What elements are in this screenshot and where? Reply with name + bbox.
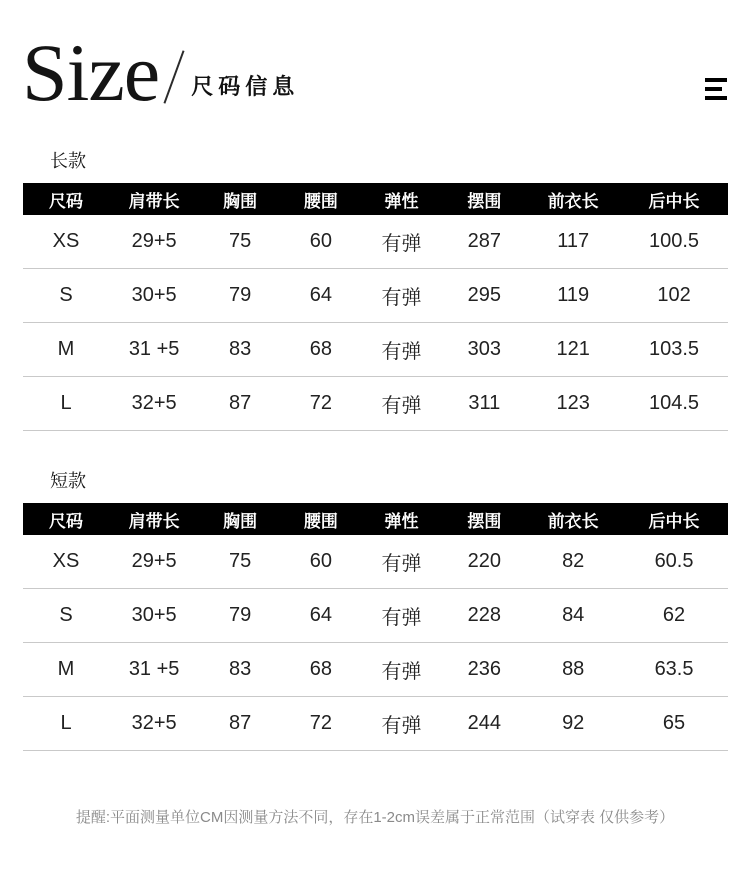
measurement-disclaimer: 提醒:平面测量单位CM因测量方法不同，存在1-2cm误差属于正常范围（试穿表 仅供参考） (75, 809, 675, 826)
table-row (23, 323, 728, 377)
table-cell: 88 (526, 643, 620, 697)
table-cell: 87 (199, 377, 281, 431)
table-cell: S (23, 589, 109, 643)
table-cell: 295 (442, 269, 526, 323)
title-slash-divider (164, 50, 185, 103)
table-cell: 117 (526, 215, 620, 269)
table-cell: 72 (281, 377, 361, 431)
menu-bar-middle (705, 87, 722, 91)
table-cell: 87 (199, 697, 281, 751)
table-cell: 31 +5 (109, 323, 199, 377)
table-cell: 31 +5 (109, 643, 199, 697)
column-header: 尺码 (23, 183, 109, 215)
table-cell: 64 (281, 589, 361, 643)
hamburger-menu-icon[interactable] (705, 78, 727, 100)
table-cell: 32+5 (109, 697, 199, 751)
table-cell: L (23, 377, 109, 431)
column-header: 尺码 (23, 503, 109, 535)
column-header: 肩带长 (109, 503, 199, 535)
table-cell: 29+5 (109, 535, 199, 589)
page-header (22, 27, 300, 118)
page-title-en: Size (22, 27, 160, 118)
table-cell: 60 (281, 535, 361, 589)
table-cell: L (23, 697, 109, 751)
table-cell: 303 (442, 323, 526, 377)
table-cell: 有弹 (361, 589, 443, 643)
column-header: 摆围 (442, 183, 526, 215)
table-cell: 75 (199, 535, 281, 589)
column-header: 后中长 (620, 503, 728, 535)
column-header: 胸围 (199, 183, 281, 215)
table-cell: 92 (526, 697, 620, 751)
table-cell: M (23, 323, 109, 377)
table-cell: 83 (199, 643, 281, 697)
table-cell: 有弹 (361, 643, 443, 697)
table-cell: 64 (281, 269, 361, 323)
table-cell: S (23, 269, 109, 323)
table-row (23, 269, 728, 323)
menu-bar-bottom (705, 96, 727, 100)
table-cell: M (23, 643, 109, 697)
page-title-zh: 尺码信息 (191, 73, 300, 99)
table-cell: 有弹 (361, 377, 443, 431)
table-cell: 30+5 (109, 589, 199, 643)
table-cell: 100.5 (620, 215, 728, 269)
table-cell: 84 (526, 589, 620, 643)
column-header: 后中长 (620, 183, 728, 215)
table-cell: 60.5 (620, 535, 728, 589)
table-cell: 有弹 (361, 323, 443, 377)
table-row (23, 535, 728, 589)
table-cell: 30+5 (109, 269, 199, 323)
size-table-short (23, 503, 728, 751)
table-cell: 79 (199, 269, 281, 323)
table-cell: 311 (442, 377, 526, 431)
table-cell: 220 (442, 535, 526, 589)
table-cell: 60 (281, 215, 361, 269)
table-cell: 29+5 (109, 215, 199, 269)
table-cell: 83 (199, 323, 281, 377)
column-header: 肩带长 (109, 183, 199, 215)
table-cell: XS (23, 215, 109, 269)
column-header: 腰围 (281, 503, 361, 535)
table-row (23, 377, 728, 431)
table-cell: 236 (442, 643, 526, 697)
table-cell: 68 (281, 643, 361, 697)
table-cell: 62 (620, 589, 728, 643)
table-cell: 79 (199, 589, 281, 643)
column-header: 腰围 (281, 183, 361, 215)
table-cell: 有弹 (361, 535, 443, 589)
table-header-row (23, 183, 728, 215)
table-cell: 有弹 (361, 697, 443, 751)
menu-bar-top (705, 78, 727, 82)
table-cell: 82 (526, 535, 620, 589)
table-cell: 123 (526, 377, 620, 431)
table-cell: 75 (199, 215, 281, 269)
column-header: 摆围 (442, 503, 526, 535)
column-header: 弹性 (361, 503, 443, 535)
table-row (23, 643, 728, 697)
table-cell: 121 (526, 323, 620, 377)
table-row (23, 697, 728, 751)
column-header: 前衣长 (526, 183, 620, 215)
section-label-short: 短款 (50, 471, 86, 491)
column-header: 胸围 (199, 503, 281, 535)
table-cell: 65 (620, 697, 728, 751)
table-cell: 104.5 (620, 377, 728, 431)
table-cell: 119 (526, 269, 620, 323)
table-cell: 102 (620, 269, 728, 323)
table-cell: 72 (281, 697, 361, 751)
table-cell: 有弹 (361, 215, 443, 269)
table-cell: XS (23, 535, 109, 589)
table-cell: 228 (442, 589, 526, 643)
table-cell: 63.5 (620, 643, 728, 697)
size-table-long (23, 183, 728, 431)
column-header: 前衣长 (526, 503, 620, 535)
table-row (23, 215, 728, 269)
table-cell: 287 (442, 215, 526, 269)
table-cell: 103.5 (620, 323, 728, 377)
column-header: 弹性 (361, 183, 443, 215)
table-row (23, 589, 728, 643)
section-label-long: 长款 (50, 151, 86, 171)
table-cell: 有弹 (361, 269, 443, 323)
table-cell: 68 (281, 323, 361, 377)
table-cell: 32+5 (109, 377, 199, 431)
table-cell: 244 (442, 697, 526, 751)
table-header-row (23, 503, 728, 535)
